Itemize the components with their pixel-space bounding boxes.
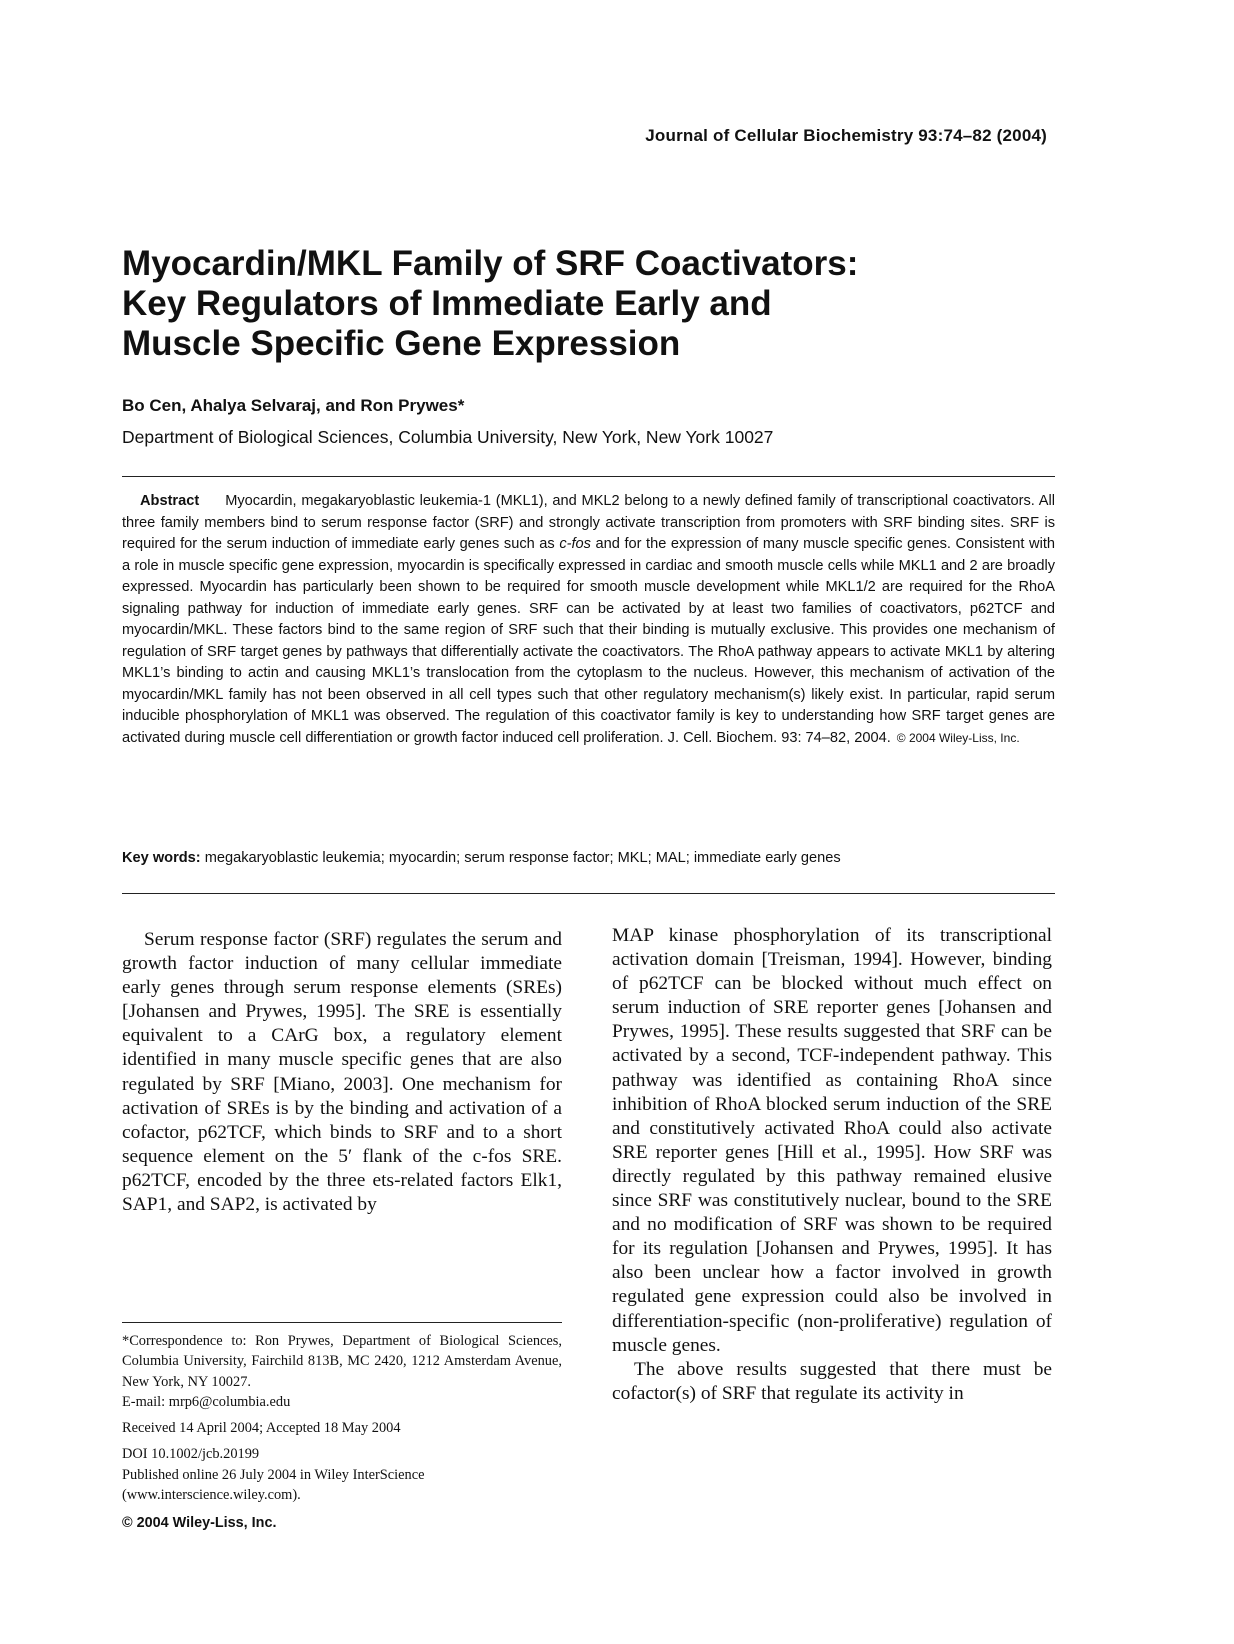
email-note: E-mail: mrp6@columbia.edu: [122, 1393, 291, 1410]
abstract-block: [122, 491, 1055, 749]
footnotes-block: [122, 1331, 562, 1534]
body-paragraph-2: MAP kinase phosphorylation of its transcriptional activation domain [Treisman, 1994]. However, binding of p62TCF can be blocked without much effect on serum induction of SRE reporter genes [Johansen and Prywes, 1995]. These results suggested that SRF can be activated by a second, TCF-independent pathway. This pathway was identified as containing RhoA since inhibition of RhoA blocked serum induction of the SRE and constitutively activated RhoA could also activate SRE reporter genes [Hill et al., 1995]. How SRF was directly regulated by this pathway remained elusive since SRF was constitutively nuclear, bound to the SRE and no modification of SRF was shown to be required for its regulation [Johansen and Prywes, 1995]. It has also been unclear how a factor involved in growth regulated gene expression could also be involved in differentiation-specific (non-proliferative) regulation of muscle genes.: [612, 925, 1052, 1356]
body-column-left: [122, 928, 562, 1217]
title-line-2: Key Regulators of Immediate Early and: [122, 284, 772, 323]
abstract-label: Abstract: [140, 493, 200, 509]
keywords-line: [122, 850, 1055, 866]
footnote-copyright: © 2004 Wiley-Liss, Inc.: [122, 1515, 277, 1532]
abstract-copyright: © 2004 Wiley-Liss, Inc.: [896, 730, 1020, 745]
abstract-text-part-2: and for the expression of many muscle specific genes. Consistent with a role in muscle specific gene expression, myocardin is specifically expressed in cardiac and smooth muscle cells while MKL1 and 2 are broadly expressed. Myocardin has particularly been shown to be required for smooth muscle development while MKL1/2 are required for the RhoA signaling pathway for induction of immediate early genes. SRF can be activated by at least two families of coactivators, p62TCF and myocardin/MKL. These factors bind to the same region of SRF such that their binding is mutually exclusive. This provides one mechanism of regulation of SRF target genes by pathways that differentially activate the coactivators. The RhoA pathway appears to activate MKL1 by altering MKL1’s binding to actin and causing MKL1’s translocation from the cytoplasm to the nucleus. However, this mechanism of activation of the myocardin/MKL family has not been observed in all cell types such that other regulatory mechanism(s) likely exist. In particular, rapid serum inducible phosphorylation of MKL1 was observed. The regulation of this coactivator family is key to understanding how SRF target genes are activated during muscle cell differentiation or growth factor induced cell proliferation. J. Cell. Biochem. 93: 74–82, 2004.: [122, 536, 1055, 746]
author-list: Bo Cen, Ahalya Selvaraj, and Ron Prywes*: [122, 396, 465, 415]
abstract-text-part-1: Myocardin, megakaryoblastic leukemia-1 (MKL1), and MKL2 belong to a newly defined family of transcriptional coactivators. All three family members bind to serum response factor (SRF) and strongly activate transcription from promoters with SRF binding sites. SRF is required for the serum induction of immediate early genes such as: [122, 493, 1055, 552]
title-line-3: Muscle Specific Gene Expression: [122, 324, 681, 363]
doi-note: DOI 10.1002/jcb.20199: [122, 1446, 260, 1463]
affiliation: Department of Biological Sciences, Columbia University, New York, New York 10027: [122, 427, 774, 447]
abstract-italic-term: c-fos: [559, 536, 591, 552]
keywords-text: megakaryoblastic leukemia; myocardin; serum response factor; MKL; MAL; immediate early genes: [204, 850, 841, 866]
footnote-rule: [122, 1322, 562, 1323]
abstract-top-rule: [122, 476, 1055, 477]
body-paragraph-1: Serum response factor (SRF) regulates the serum and growth factor induction of many cellular immediate early genes through serum response elements (SREs) [Johansen and Prywes, 1995]. The SRE is essentially equivalent to a CArG box, a regulatory element identified in many muscle specific genes that are also regulated by SRF [Miano, 2003]. One mechanism for activation of SREs is by the binding and activation of a cofactor, p62TCF, which binds to SRF and to a short sequence element on the 5′ flank of the c-fos SRE. p62TCF, encoded by the three ets-related factors Elk1, SAP1, and SAP2, is activated by: [122, 929, 562, 1216]
body-column-right: [612, 924, 1052, 1406]
journal-citation: Journal of Cellular Biochemistry 93:74–82 (2004): [645, 126, 1047, 145]
published-note-line-1: Published online 26 July 2004 in Wiley InterScience: [122, 1466, 425, 1483]
title-line-1: Myocardin/MKL Family of SRF Coactivators:: [122, 244, 859, 283]
published-note-line-2: (www.interscience.wiley.com).: [122, 1487, 301, 1504]
article-title: [122, 244, 1072, 364]
body-paragraph-3: The above results suggested that there must be cofactor(s) of SRF that regulate its activity in: [612, 1358, 1052, 1404]
correspondence-note: *Correspondence to: Ron Prywes, Department of Biological Sciences, Columbia University, Fairchild 813B, MC 2420, 1212 Amsterdam Avenue, New York, NY 10027.: [122, 1333, 562, 1390]
abstract-bottom-rule: [122, 893, 1055, 894]
received-note: Received 14 April 2004; Accepted 18 May 2004: [122, 1420, 401, 1437]
keywords-label: Key words:: [122, 850, 201, 866]
